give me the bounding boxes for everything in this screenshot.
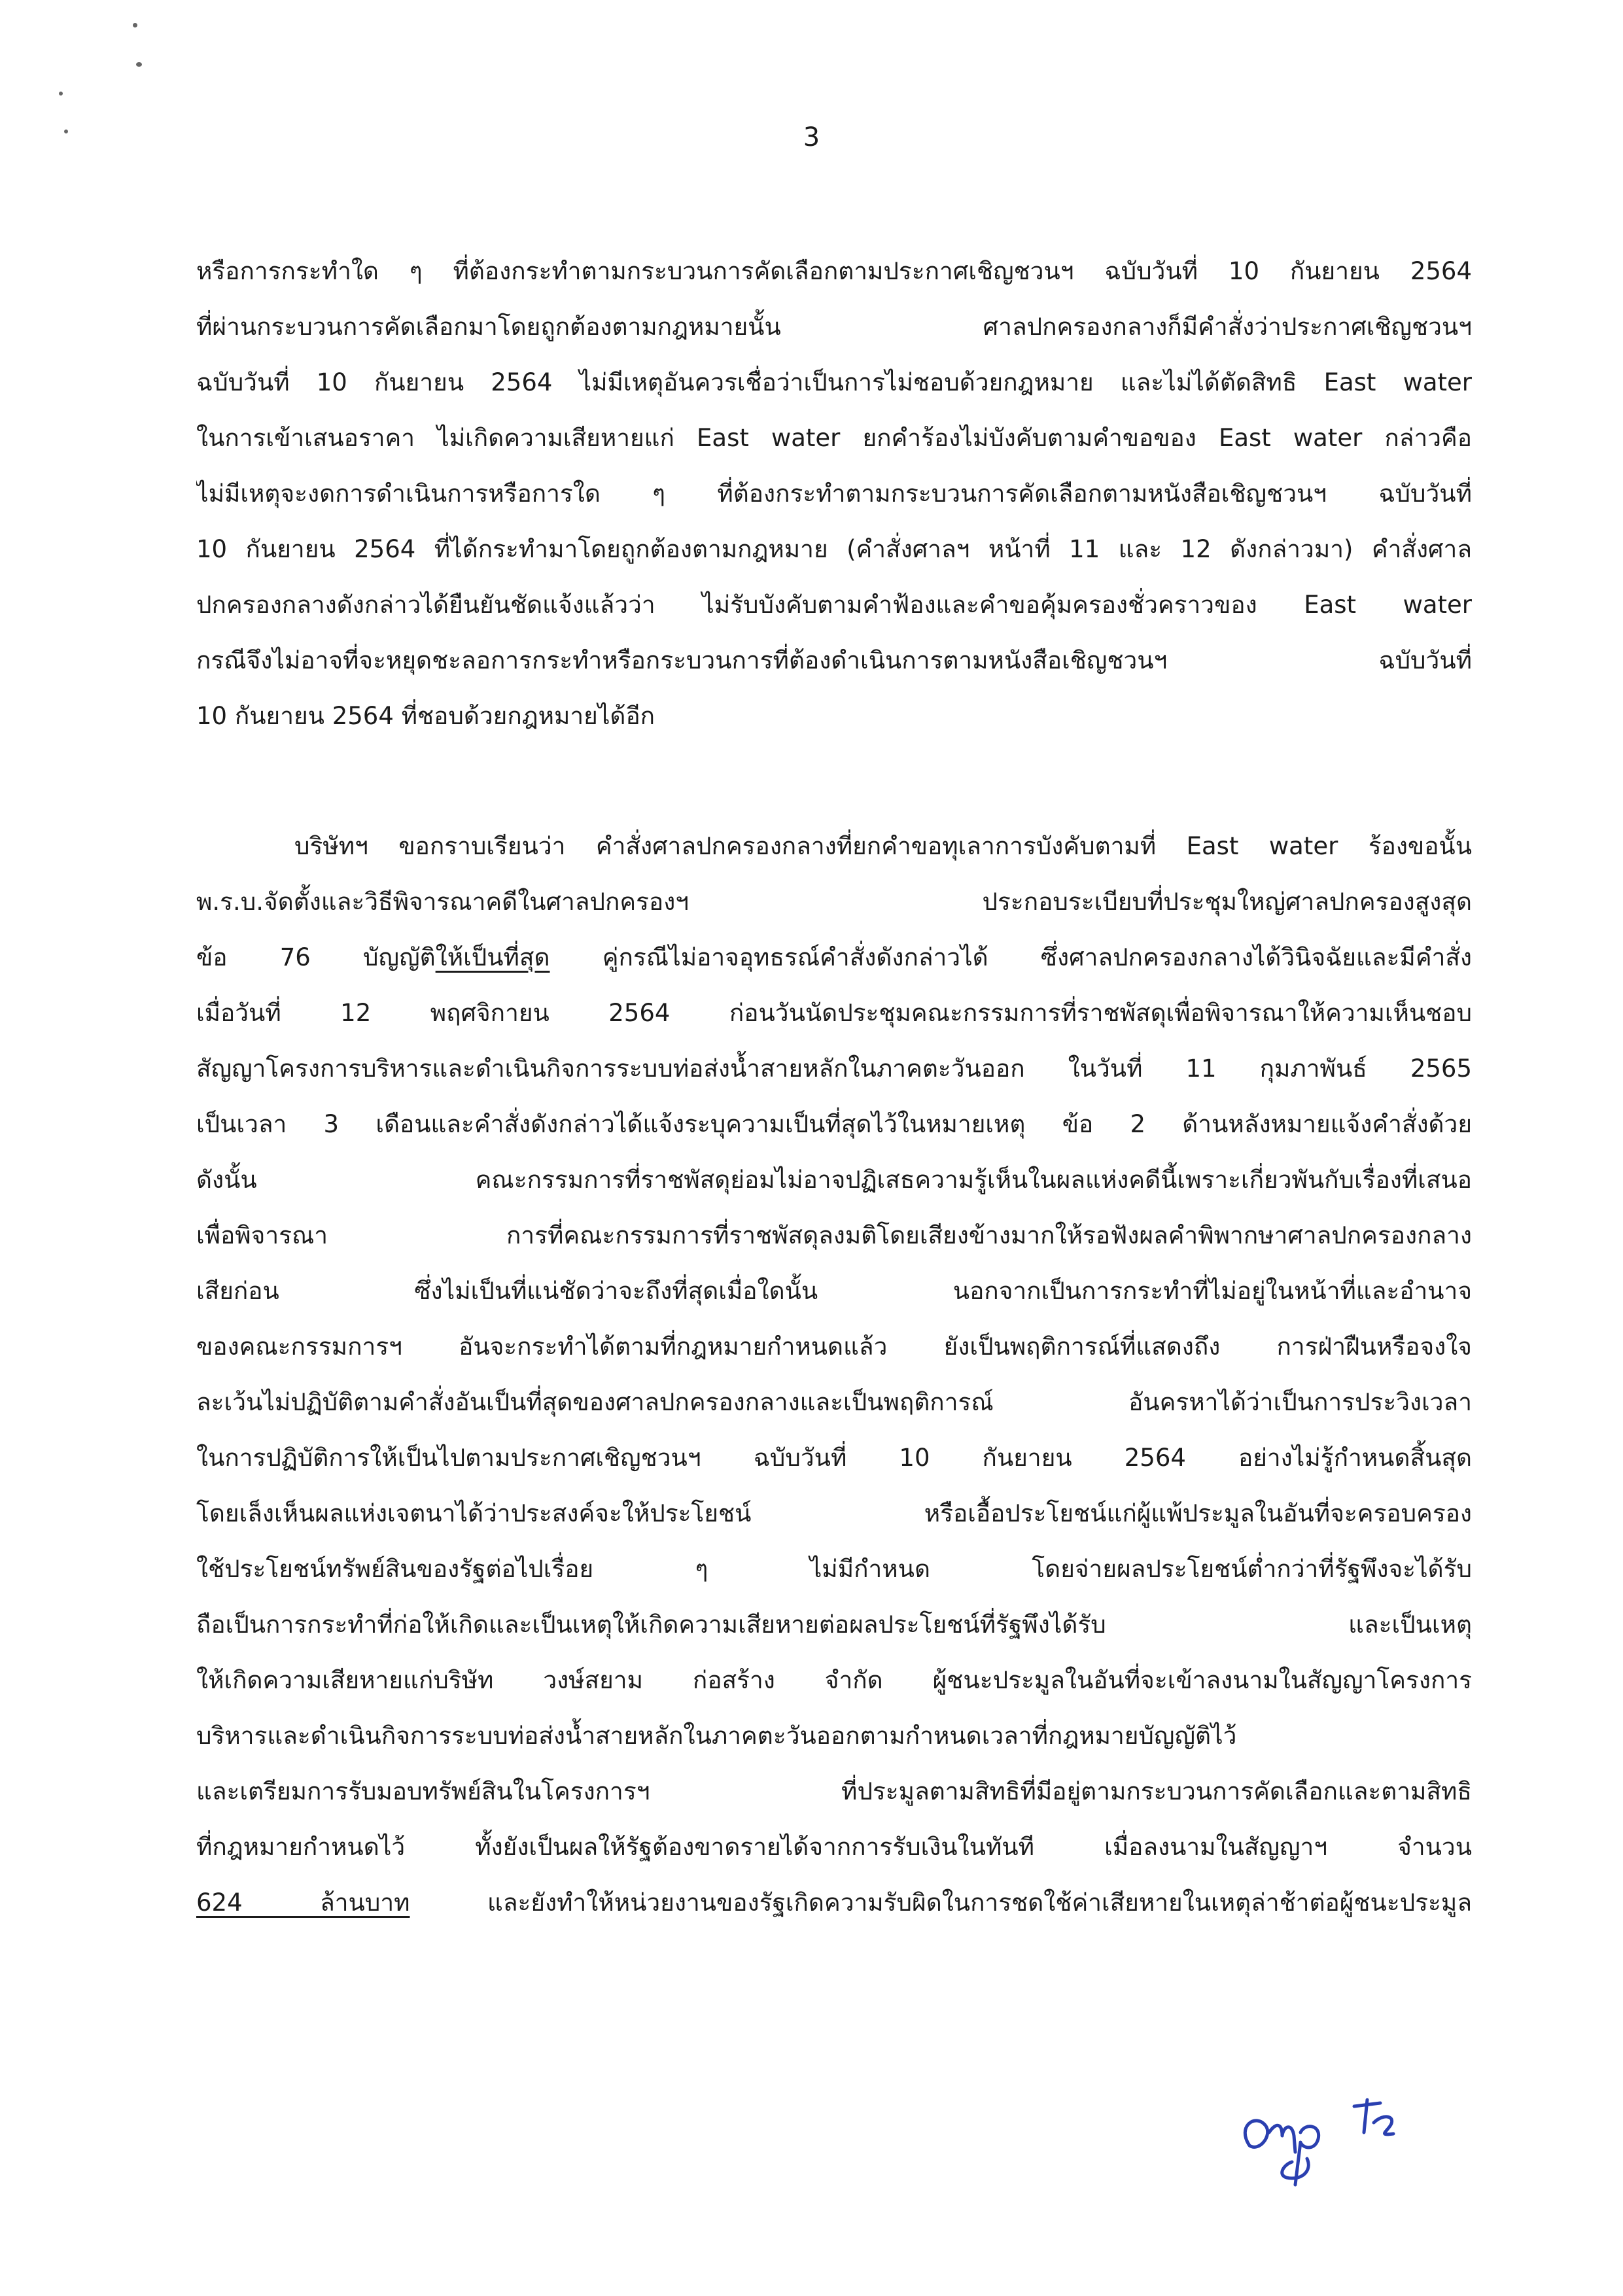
text-line: ในการเข้าเสนอราคา ไม่เกิดความเสียหายแก่ East water ยกคำร้องไม่บังคับตามคำขอของ East water กล่าวคือ <box>196 424 1472 452</box>
text-line: เป็นเวลา 3 เดือนและคำสั่งดังกล่าวได้แจ้งระบุความเป็นที่สุดไว้ในหมายเหตุ ข้อ 2 ด้านหลังหมายแจ้งคำสั่งด้วย <box>196 1110 1472 1138</box>
scan-speck <box>133 23 137 27</box>
text-line: สัญญาโครงการบริหารและดำเนินกิจการระบบท่อส่งน้ำสายหลักในภาคตะวันออก ในวันที่ 11 กุมภาพันธ์ 2565 <box>196 1054 1472 1083</box>
text-line: บริหารและดำเนินกิจการระบบท่อส่งน้ำสายหลักในภาคตะวันออกตามกำหนดเวลาที่กฎหมายบัญญัติไว้ <box>196 1722 1237 1750</box>
text-line: ในการปฏิบัติการให้เป็นไปตามประกาศเชิญชวนฯ ฉบับวันที่ 10 กันยายน 2564 อย่างไม่รู้กำหนดสิ้นสุด <box>196 1444 1472 1472</box>
paragraph-2 <box>196 818 1472 1930</box>
text-line: ไม่มีเหตุจะงดการดำเนินการหรือการใด ๆ ที่ต้องกระทำตามกระบวนการคัดเลือกตามหนังสือเชิญชวนฯ ฉบับวันที่ <box>196 479 1472 508</box>
text-line <box>196 1875 1472 1930</box>
text-line: ถือเป็นการกระทำที่ก่อให้เกิดและเป็นเหตุให้เกิดความเสียหายต่อผลประโยชน์ที่รัฐพึงได้รับ และเป็นเหตุ <box>196 1610 1472 1639</box>
text-line: โดยเล็งเห็นผลแห่งเจตนาได้ว่าประสงค์จะให้ประโยชน์ หรือเอื้อประโยชน์แก่ผู้แพ้ประมูลในอันที่จะครอบครอง <box>196 1499 1472 1527</box>
text-line: ที่ผ่านกระบวนการคัดเลือกมาโดยถูกต้องตามกฎหมายนั้น ศาลปกครองกลางก็มีคำสั่งว่าประกาศเชิญชวนฯ <box>196 313 1472 341</box>
handwritten-signature <box>1230 2087 1439 2198</box>
text-line: ของคณะกรรมการฯ อันจะกระทำได้ตามที่กฎหมายกำหนดแล้ว ยังเป็นพฤติการณ์ที่แสดงถึง การฝ่าฝืนหรือจงใจ <box>196 1332 1472 1361</box>
text-segment: คู่กรณีไม่อาจอุทธรณ์คำสั่งดังกล่าวได้ ซึ่งศาลปกครองกลางได้วินิจฉัยและมีคำสั่ง <box>550 943 1472 971</box>
text-line: ให้เกิดความเสียหายแก่บริษัท วงษ์สยาม ก่อสร้าง จำกัด ผู้ชนะประมูลในอันที่จะเข้าลงนามในสัญญาโครงการ <box>196 1666 1472 1694</box>
text-line: ปกครองกลางดังกล่าวได้ยืนยันชัดแจ้งแล้วว่า ไม่รับบังคับตามคำฟ้องและคำขอคุ้มครองชั่วคราวของ East water <box>196 591 1472 619</box>
text-line: ละเว้นไม่ปฏิบัติตามคำสั่งอันเป็นที่สุดของศาลปกครองกลางและเป็นพฤติการณ์ อันครหาได้ว่าเป็นการประวิงเวลา <box>196 1388 1472 1416</box>
scan-speck <box>59 92 63 96</box>
text-line: ฉบับวันที่ 10 กันยายน 2564 ไม่มีเหตุอันควรเชื่อว่าเป็นการไม่ชอบด้วยกฎหมาย และไม่ได้ตัดสิทธิ East water <box>196 368 1472 396</box>
text-line: 10 กันยายน 2564 ที่ได้กระทำมาโดยถูกต้องตามกฎหมาย (คำสั่งศาลฯ หน้าที่ 11 และ 12 ดังกล่าวมา) คำสั่งศาล <box>196 535 1472 563</box>
text-line: หรือการกระทำใด ๆ ที่ต้องกระทำตามกระบวนการคัดเลือกตามประกาศเชิญชวนฯ ฉบับวันที่ 10 กันยายน 2564 <box>196 257 1472 285</box>
text-line: เสียก่อน ซึ่งไม่เป็นที่แน่ชัดว่าจะถึงที่สุดเมื่อใดนั้น นอกจากเป็นการกระทำที่ไม่อยู่ในหน้าที่และอำนาจ <box>196 1277 1472 1305</box>
text-line: บริษัทฯ ขอกราบเรียนว่า คำสั่งศาลปกครองกลางที่ยกคำขอทุเลาการบังคับตามที่ East water ร้องขอนั้น <box>294 832 1472 860</box>
text-line: 10 กันยายน 2564 ที่ชอบด้วยกฎหมายได้อีก <box>196 702 655 730</box>
paragraph-1 <box>196 243 1472 744</box>
page-number: 3 <box>803 122 820 152</box>
text-segment: ข้อ 76 บัญญัติ <box>196 943 436 971</box>
underlined-amount: 624 ล้านบาท <box>196 1888 410 1917</box>
text-line: และเตรียมการรับมอบทรัพย์สินในโครงการฯ ที่ประมูลตามสิทธิที่มีอยู่ตามกระบวนการคัดเลือกและตามสิทธิ <box>196 1777 1472 1805</box>
text-line: ที่กฎหมายกำหนดไว้ ทั้งยังเป็นผลให้รัฐต้องขาดรายได้จากการรับเงินในทันที เมื่อลงนามในสัญญาฯ จำนวน <box>196 1833 1472 1861</box>
text-line: ดังนั้น คณะกรรมการที่ราชพัสดุย่อมไม่อาจปฏิเสธความรู้เห็นในผลแห่งคดีนี้เพราะเกี่ยวพันกับเรื่องที่เสนอ <box>196 1166 1472 1194</box>
text-line: กรณีจึงไม่อาจที่จะหยุดชะลอการกระทำหรือกระบวนการที่ต้องดำเนินการตามหนังสือเชิญชวนฯ ฉบับวันที่ <box>196 646 1472 674</box>
text-line: เมื่อวันที่ 12 พฤศจิกายน 2564 ก่อนวันนัดประชุมคณะกรรมการที่ราชพัสดุเพื่อพิจารณาให้ความเห็นชอบ <box>196 999 1472 1027</box>
text-line: เพื่อพิจารณา การที่คณะกรรมการที่ราชพัสดุลงมติโดยเสียงข้างมากให้รอฟังผลคำพิพากษาศาลปกครองกลาง <box>196 1221 1472 1249</box>
text-segment: และยังทำให้หน่วยงานของรัฐเกิดความรับผิดในการชดใช้ค่าเสียหายในเหตุล่าช้าต่อผู้ชนะประมูล <box>410 1888 1472 1917</box>
text-line: ใช้ประโยชน์ทรัพย์สินของรัฐต่อไปเรื่อย ๆ ไม่มีกำหนด โดยจ่ายผลประโยชน์ต่ำกว่าที่รัฐพึงจะได้รับ <box>196 1555 1472 1583</box>
underlined-phrase: ให้เป็นที่สุด <box>435 943 550 971</box>
text-line <box>196 930 1472 985</box>
scan-speck <box>136 62 142 67</box>
text-line: พ.ร.บ.จัดตั้งและวิธีพิจารณาคดีในศาลปกครองฯ ประกอบระเบียบที่ประชุมใหญ่ศาลปกครองสูงสุด <box>196 888 1472 916</box>
